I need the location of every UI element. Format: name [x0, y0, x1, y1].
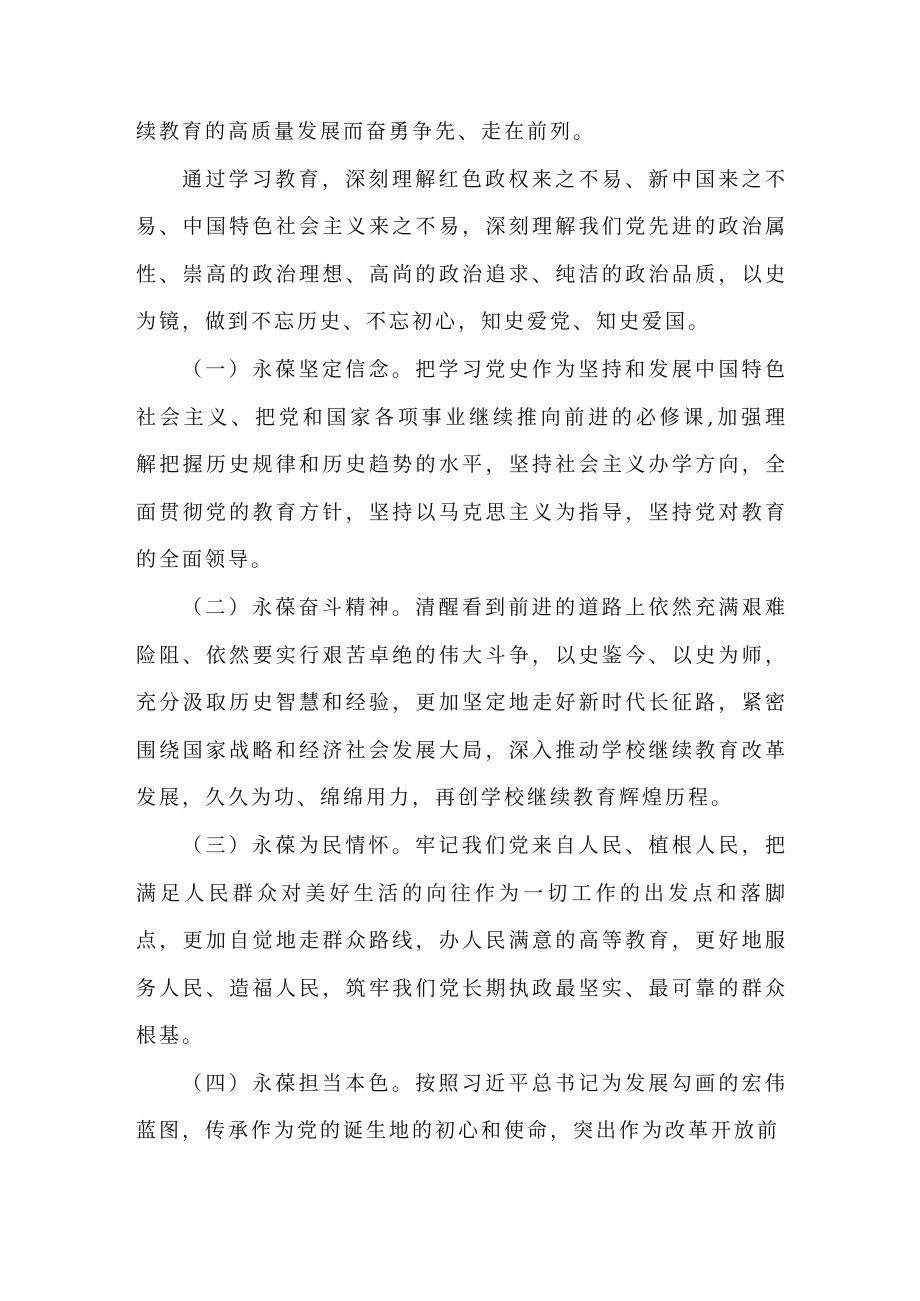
paragraph-section-3: （三）永葆为民情怀。牢记我们党来自人民、植根人民，把满足人民群众对美好生活的向往作为一切工作的出发点和落脚点，更加自觉地走群众路线，办人民满意的高等教育，更好地服务人民、造福人民，筑牢我们党长期执政最坚实、最可靠的群众根基。 — [136, 832, 788, 1048]
paragraph-study-education: 通过学习教育，深刻理解红色政权来之不易、新中国来之不易、中国特色社会主义来之不易，深刻理解我们党先进的政治属性、崇高的政治理想、高尚的政治追求、纯洁的政治品质，以史为镜，做到不忘历史、不忘初心，知史爱党、知史爱国。 — [136, 166, 788, 334]
paragraph-section-1: （一）永葆坚定信念。把学习党史作为坚持和发展中国特色社会主义、把党和国家各项事业继续推向前进的必修课,加强理解把握历史规律和历史趋势的水平，坚持社会主义办学方向，全面贯彻党的教育方针，坚持以马克思主义为指导，坚持党对教育的全面领导。 — [136, 356, 788, 572]
paragraph-section-4: （四）永葆担当本色。按照习近平总书记为发展勾画的宏伟蓝图，传承作为党的诞生地的初心和使命，突出作为改革开放前 — [136, 1070, 788, 1143]
document-body — [136, 108, 788, 1155]
paragraph-section-2: （二）永葆奋斗精神。清醒看到前进的道路上依然充满艰难险阻、依然要实行艰苦卓绝的伟大斗争，以史鉴今、以史为师，充分汲取历史智慧和经验，更加坚定地走好新时代长征路，紧密围绕国家战略和经济社会发展大局，深入推动学校继续教育改革发展，久久为功、绵绵用力，再创学校继续教育辉煌历程。 — [136, 594, 788, 810]
paragraph-continuation: 续教育的高质量发展而奋勇争先、走在前列。 — [136, 119, 596, 143]
